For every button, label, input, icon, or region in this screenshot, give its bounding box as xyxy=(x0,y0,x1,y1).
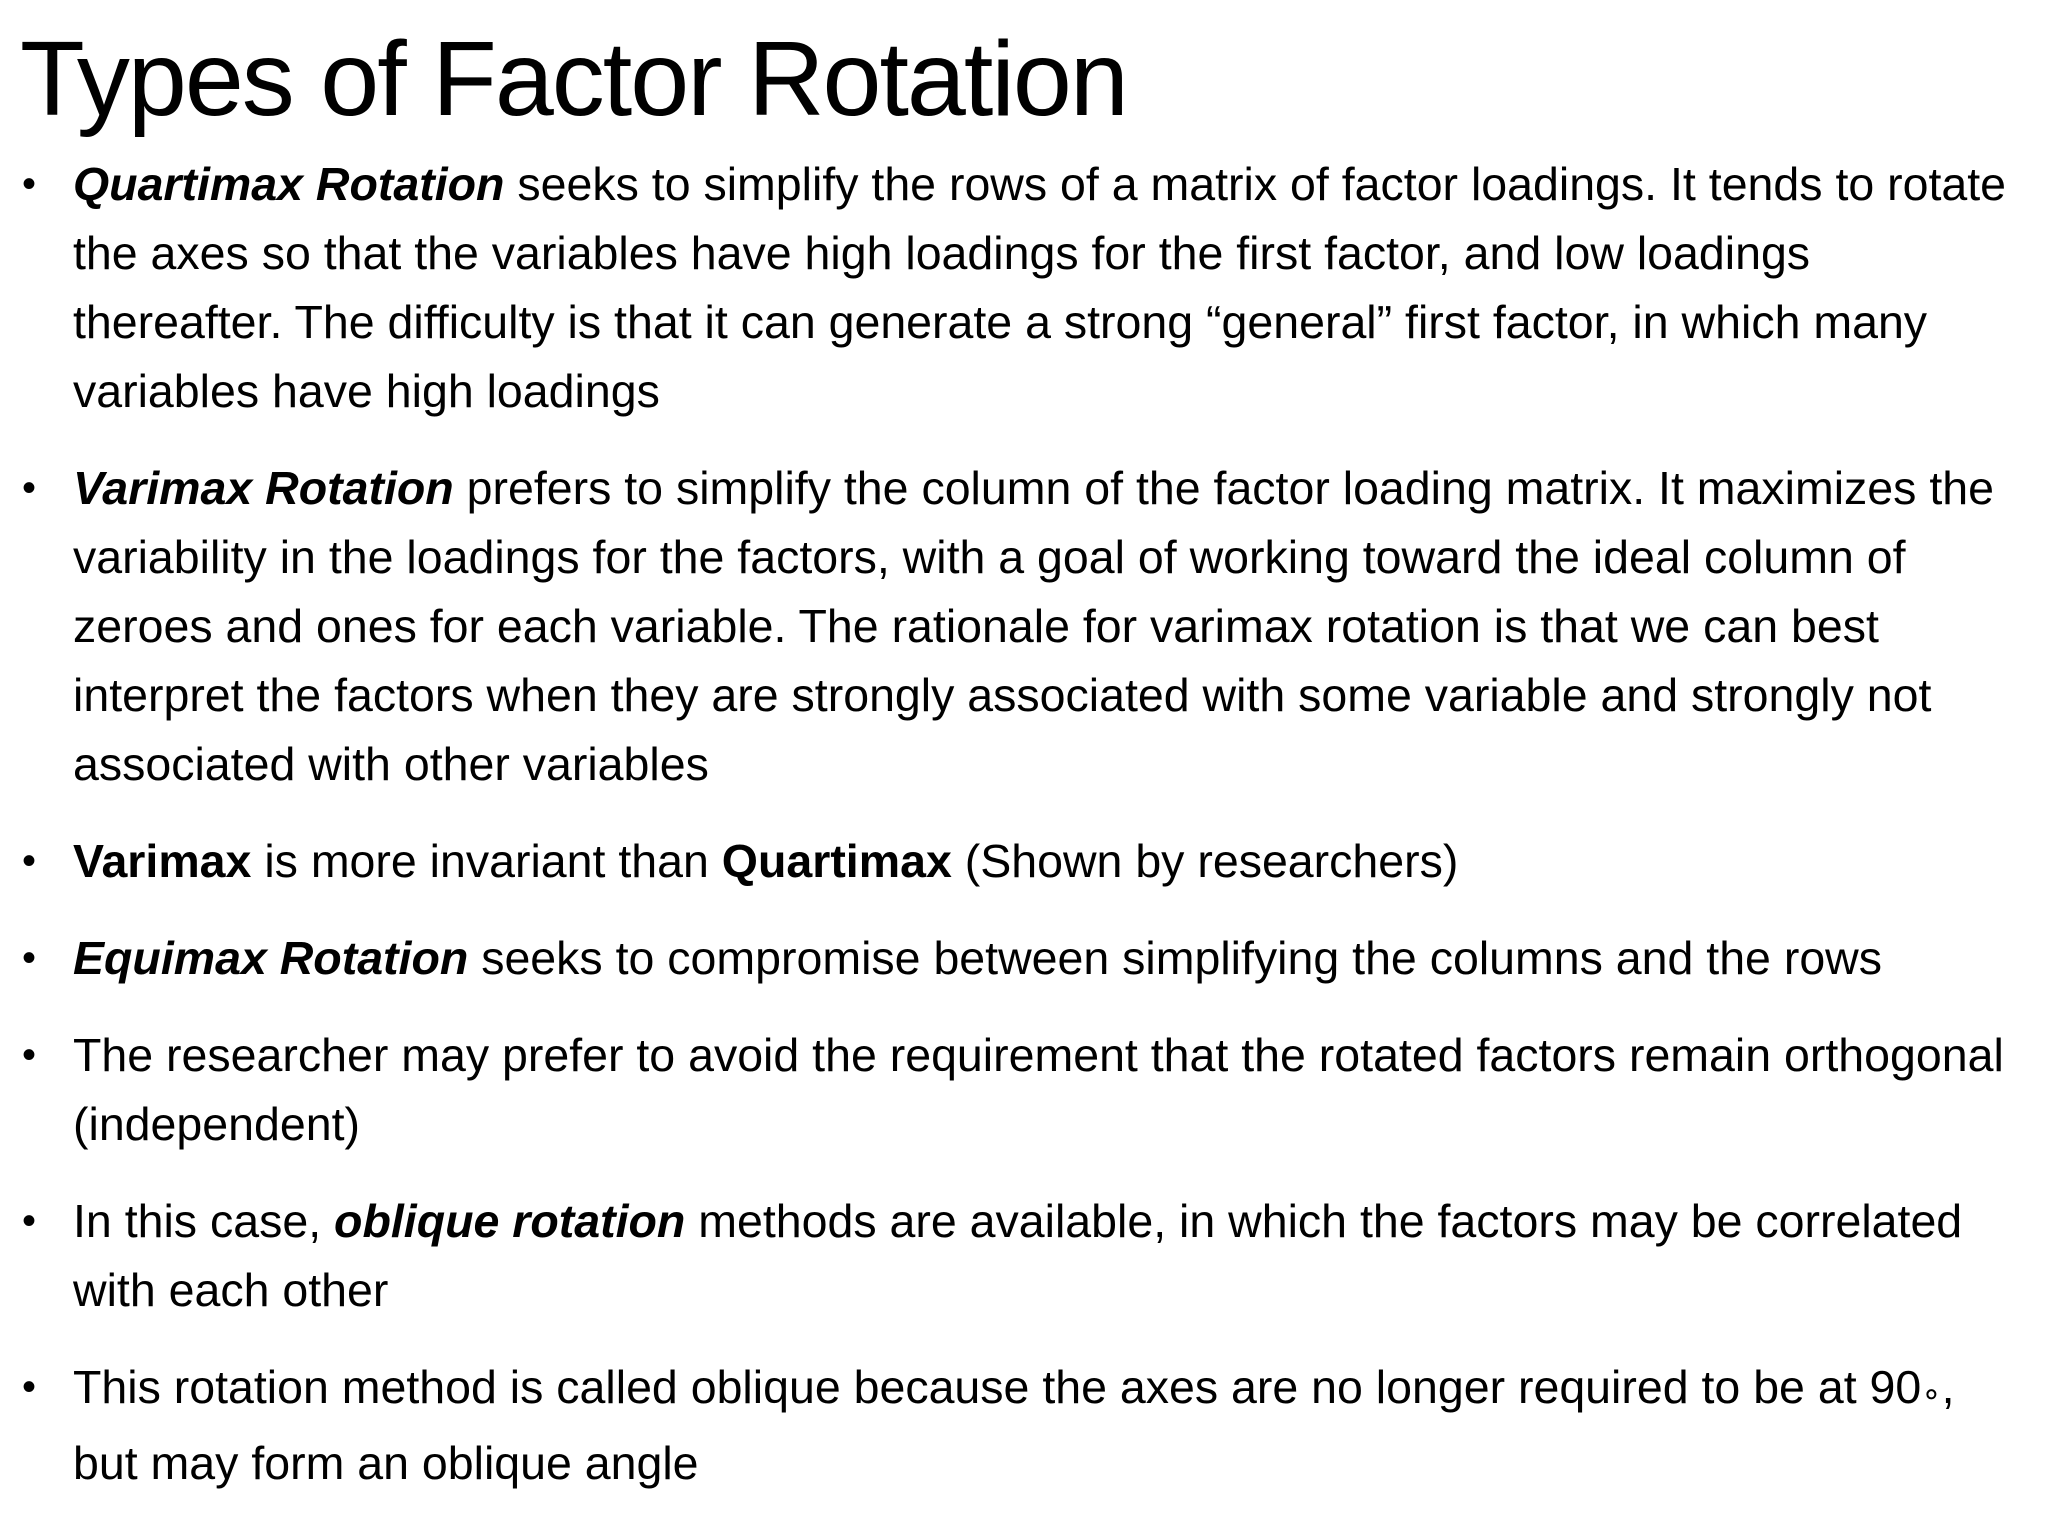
bullet-quartimax xyxy=(0,150,2040,426)
term-quartimax: Quartimax xyxy=(721,835,952,887)
bullet-varimax-vs-quartimax xyxy=(0,827,2040,896)
term-oblique-rotation: oblique rotation xyxy=(334,1195,686,1247)
bullet-dot-icon: • xyxy=(22,1033,37,1077)
term-equimax-rotation: Equimax Rotation xyxy=(73,932,469,984)
bullet-text: (Shown by researchers) xyxy=(951,835,1459,887)
bullet-text: is more invariant than xyxy=(251,835,722,887)
bullet-text: In this case, xyxy=(73,1195,335,1247)
bullet-equimax xyxy=(0,924,2040,993)
bullet-dot-icon: • xyxy=(22,466,37,510)
bullet-dot-icon: • xyxy=(22,839,37,883)
bullet-text: This rotation method is called oblique because the axes are no longer required to be at 90 xyxy=(73,1361,1922,1413)
bullet-text: seeks to simplify the rows of a matrix of factor loadings. It tends to rotate the axes so that the variables have high loadings for the first factor, and low loadings thereafter. The difficulty is that it can generate a strong “general” first factor, in which many variables have high loadings xyxy=(73,158,2007,417)
term-quartimax-rotation: Quartimax Rotation xyxy=(73,158,505,210)
bullet-varimax xyxy=(0,454,2040,799)
bullet-dot-icon: • xyxy=(22,936,37,980)
bullet-text: seeks to compromise between simplifying the columns and the rows xyxy=(468,932,1883,984)
bullet-text: The researcher may prefer to avoid the requirement that the rotated factors remain orthogonal (independent) xyxy=(73,1029,2004,1150)
bullet-oblique-angle xyxy=(0,1353,2040,1498)
degree-symbol: ∘ xyxy=(1921,1375,1942,1412)
bullet-text: , but may form an oblique angle xyxy=(73,1361,1955,1489)
bullet-oblique-methods xyxy=(0,1187,2040,1325)
bullet-list xyxy=(0,150,2040,1498)
bullet-text: prefers to simplify the column of the factor loading matrix. It maximizes the variability in the loadings for the factors, with a goal of working toward the ideal column of zeroes and ones for each variable. The rationale for varimax rotation is that we can best interpret the factors when they are strongly associated with some variable and strongly not associated with other variables xyxy=(73,462,1994,790)
bullet-dot-icon: • xyxy=(22,1199,37,1243)
slide-title: Types of Factor Rotation xyxy=(20,20,1127,138)
bullet-orthogonal xyxy=(0,1021,2040,1159)
bullet-dot-icon: • xyxy=(22,162,37,206)
term-varimax-rotation: Varimax Rotation xyxy=(73,462,454,514)
bullet-text: methods are available, in which the factors may be correlated with each other xyxy=(73,1195,1963,1316)
bullet-dot-icon: • xyxy=(22,1365,37,1409)
term-varimax: Varimax xyxy=(73,835,252,887)
